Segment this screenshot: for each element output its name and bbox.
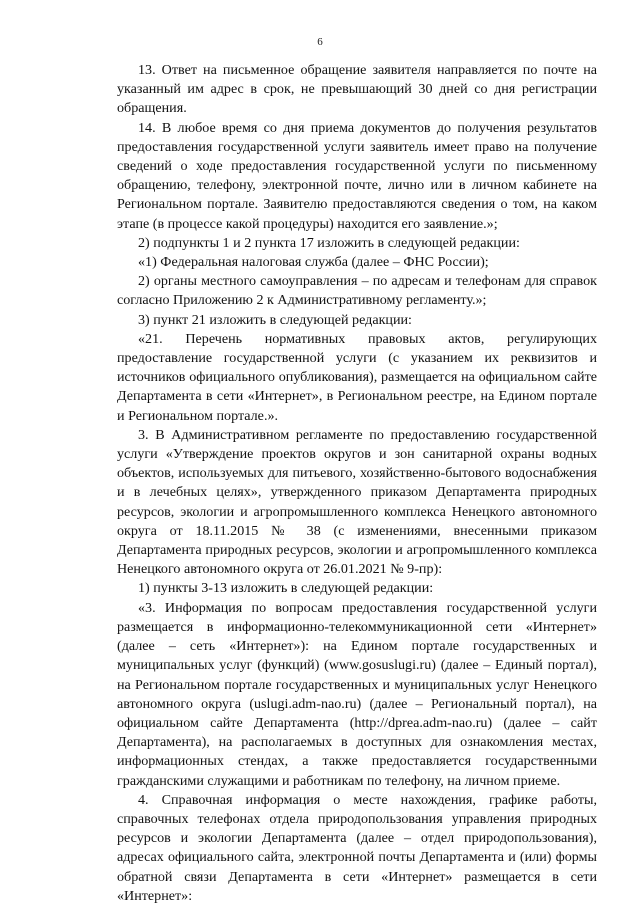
- paragraph-item-4: 4. Справочная информация о месте нахождения, графике работы, справочных телефонах отдела природопользования управления природных ресурсов и экологии Департамента (далее – отдел природопользования), адресах официального сайта, электронной почты Департамента и (или) формы обратной связи Департамента в сети «Интернет» размещается в сети «Интернет»:: [117, 791, 597, 904]
- paragraph-item-3: «3. Информация по вопросам предоставления государственной услуги размещается в информационно-телекоммуникационной сети «Интернет» (далее – сеть «Интернет»): на Едином портале государственных и муниципальных услуг (функций) (www.gosuslugi.ru) (далее – Единый портал), на Региональном портале государственных и муниципальных услуг Ненецкого автономного округа (uslugi.adm-nao.ru) (далее – Региональный портал), на официальном сайте Департамента (http://dprea.adm-nao.ru) (далее – сайт Департамента), на располагаемых в доступных для ознакомления местах, информационных стендах, а также предоставляется государственными гражданскими служащими и работникам по телефону, на личном приеме.: [117, 599, 597, 789]
- paragraph-fns: «1) Федеральная налоговая служба (далее – ФНС России);: [138, 254, 489, 271]
- paragraph-item-21-intro: 3) пункт 21 изложить в следующей редакции:: [138, 311, 412, 328]
- paragraph-item-21: «21. Перечень нормативных правовых актов, регулирующих предоставление государственной услуги (с указанием их реквизитов и источников официального опубликования), размещается на официальном сайте Департамента в сети «Интернет», в Региональном реестре, на Едином портале и Региональном портале.».: [117, 330, 597, 424]
- paragraph-local-government: 2) органы местного самоуправления – по адресам и телефонам для справок согласно Приложению 2 к Административному регламенту.»;: [117, 273, 597, 309]
- paragraph-subitems-17: 2) подпункты 1 и 2 пункта 17 изложить в следующей редакции:: [138, 234, 520, 251]
- paragraph-item-14: 14. В любое время со дня приема документов до получения результатов предоставления государственной услуги заявитель имеет право на получение сведений о ходе предоставления государственной услуги по письменному обращению, телефону, электронной почте, лично или в личном кабинете на Региональном портале. Заявителю предоставляются сведения о том, на каком этапе (в процессе какой процедуры) находится его заявление.»;: [117, 119, 597, 232]
- paragraph-section-3: 3. В Административном регламенте по предоставлению государственной услуги «Утверждение проектов округов и зон санитарной охраны водных объектов, используемых для питьевого, хозяйственно-бытового водоснабжения и в лечебных целях», утвержденного приказом Департамента природных ресурсов, экологии и агропромышленного комплекса Ненецкого автономного округа от 18.11.2015 № 38 (с изменениями, внесенными приказом Департамента природных ресурсов, экологии и агропромышленного комплекса Ненецкого автономного округа от 26.01.2021 № 9-пр):: [117, 426, 597, 578]
- page-number: 6: [317, 36, 323, 48]
- document-body: [117, 61, 597, 906]
- paragraph-items-3-13-intro: 1) пункты 3-13 изложить в следующей редакции:: [138, 580, 434, 597]
- paragraph-item-13: 13. Ответ на письменное обращение заявителя направляется по почте на указанный им адрес в срок, не превышающий 30 дней со дня регистрации обращения.: [117, 62, 597, 117]
